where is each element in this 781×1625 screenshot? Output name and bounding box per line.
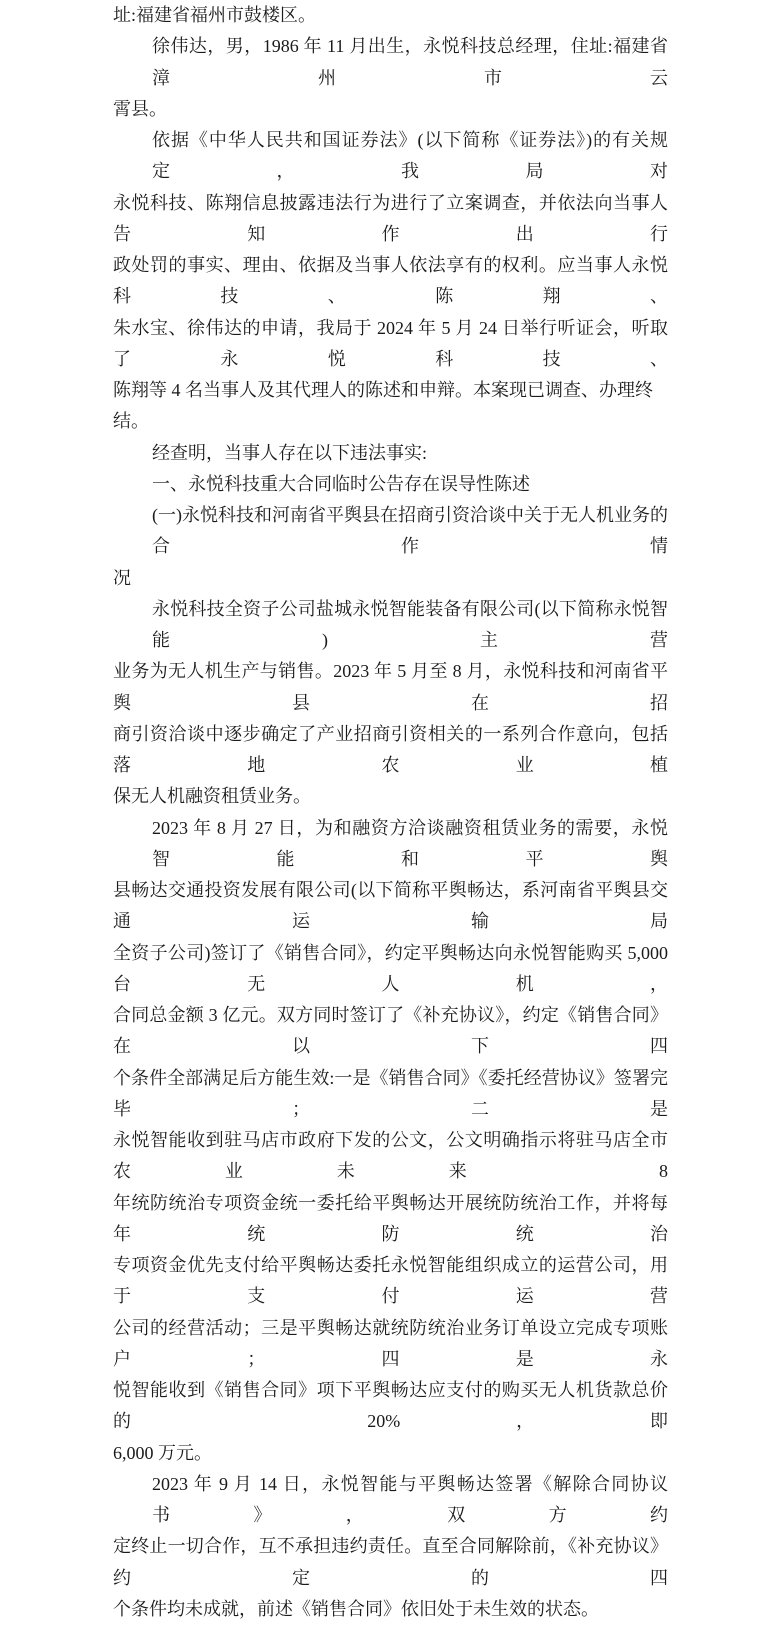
paragraph [113, 125, 668, 438]
text-line: 定终止一切合作，互不承担违约责任。直至合同解除前，《补充协议》约定的四 [113, 1536, 668, 1588]
text-line: 陈翔等 4 名当事人及其代理人的陈述和申辩。本案现已调查、办理终结。 [113, 380, 653, 432]
text-line: 永悦科技全资子公司盐城永悦智能装备有限公司(以下简称永悦智能)主营 [152, 598, 668, 650]
text-line: 一、永悦科技重大合同临时公告存在误导性陈述 [152, 473, 530, 494]
text-line: 6,000 万元。 [113, 1442, 212, 1463]
text-line: 年统防统治专项资金统一委托给平舆畅达开展统防统治工作，并将每年统防统治 [113, 1192, 668, 1244]
text-line: 公司的经营活动；三是平舆畅达就统防统治业务订单设立完成专项账户；四是永 [113, 1317, 668, 1369]
paragraph [113, 469, 668, 500]
paragraph [113, 0, 668, 31]
text-line: 专项资金优先支付给平舆畅达委托永悦智能组织成立的运营公司，用于支付运营 [113, 1255, 668, 1307]
text-line: 合同总金额 3 亿元。双方同时签订了《补充协议》，约定《销售合同》在以下四 [113, 1005, 668, 1057]
text-line: 2023 年 9 月 14 日，永悦智能与平舆畅达签署《解除合同协议书》，双方约 [152, 1473, 668, 1525]
text-line: 全资子公司)签订了《销售合同》，约定平舆畅达向永悦智能购买 5,000 台无人机， [113, 942, 668, 994]
text-line: 霄县。 [113, 98, 167, 119]
text-line: 商引资洽谈中逐步确定了产业招商引资相关的一系列合作意向，包括落地农业植 [113, 723, 668, 775]
text-line: 址:福建省福州市鼓楼区。 [113, 5, 316, 25]
text-line: 永悦科技、陈翔信息披露违法行为进行了立案调查，并依法向当事人告知作出行 [113, 192, 668, 244]
document-body [113, 0, 668, 1625]
text-line: 徐伟达，男，1986 年 11 月出生，永悦科技总经理，住址:福建省漳州市云 [152, 36, 668, 88]
paragraph [113, 813, 668, 1469]
text-line: 保无人机融资租赁业务。 [113, 786, 311, 807]
text-line: 政处罚的事实、理由、依据及当事人依法享有的权利。应当事人永悦科技、陈翔、 [113, 255, 668, 307]
paragraph [113, 500, 668, 594]
paragraph [113, 31, 668, 125]
text-line: 经查明，当事人存在以下违法事实: [152, 442, 427, 463]
text-line: 朱水宝、徐伟达的申请，我局于 2024 年 5 月 24 日举行听证会，听取了永悦科技、 [113, 317, 668, 369]
paragraph [113, 1469, 668, 1625]
text-line: 个条件均未成就，前述《销售合同》依旧处于未生效的状态。 [113, 1598, 599, 1619]
text-line: 2023 年 8 月 27 日，为和融资方洽谈融资租赁业务的需要，永悦智能和平舆 [152, 817, 668, 869]
paragraph [113, 438, 668, 469]
text-line: 个条件全部满足后方能生效:一是《销售合同》《委托经营协议》签署完毕；二是 [113, 1067, 668, 1119]
text-line: (一)永悦科技和河南省平舆县在招商引资洽谈中关于无人机业务的合作情 [152, 505, 668, 557]
paragraph [113, 594, 668, 813]
text-line: 业务为无人机生产与销售。2023 年 5 月至 8 月，永悦科技和河南省平舆县在招 [113, 661, 668, 713]
text-line: 悦智能收到《销售合同》项下平舆畅达应支付的购买无人机货款总价的 20%，即 [113, 1380, 668, 1432]
text-line: 依据《中华人民共和国证券法》(以下简称《证券法》)的有关规定，我局对 [152, 130, 668, 182]
text-line: 县畅达交通投资发展有限公司(以下简称平舆畅达，系河南省平舆县交通运输局 [113, 880, 668, 932]
text-line: 永悦智能收到驻马店市政府下发的公文，公文明确指示将驻马店全市农业未来 8 [113, 1130, 668, 1182]
text-line: 况 [113, 567, 131, 588]
